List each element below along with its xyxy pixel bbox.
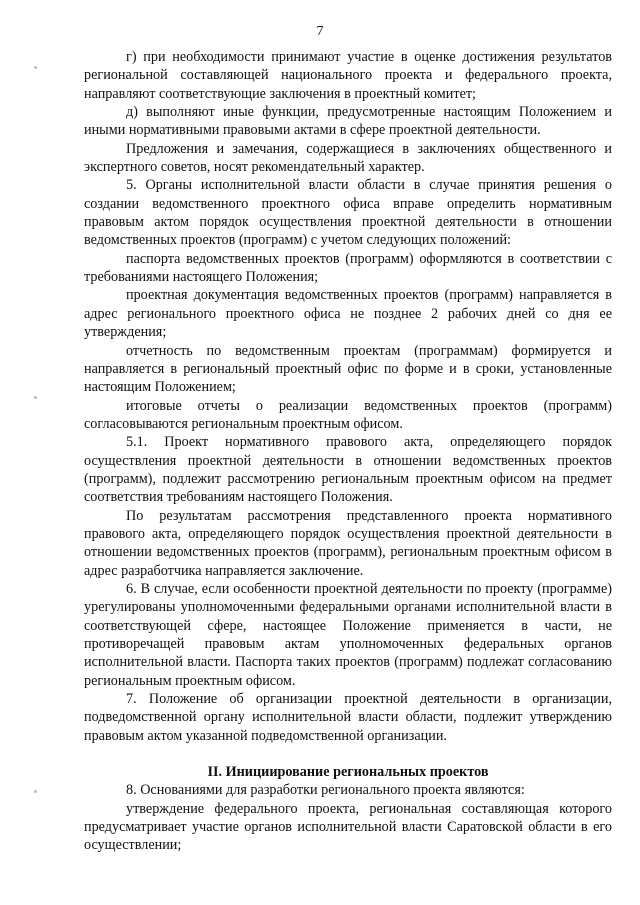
paragraph-final-reports: итоговые отчеты о реализации ведомственных проектов (программ) согласовываются региональным проектным офисом. bbox=[84, 397, 612, 432]
paragraph-clause-5-1: 5.1. Проект нормативного правового акта, определяющего порядок осуществления проектной деятельности в отношении ведомственных проектов (программ), подлежит рассмотрению региональным проектным офисом на предмет соответствия требованиям настоящего Положения. bbox=[84, 434, 612, 506]
margin-mark bbox=[34, 396, 37, 399]
paragraph-documentation: проектная документация ведомственных проектов (программ) направляется в адрес регионального проектного офиса не позднее 2 рабочих дней со дня ее утверждения; bbox=[84, 287, 612, 341]
section-heading: II. Инициирование региональных проектов bbox=[207, 764, 489, 781]
paragraph-federal-project: утверждение федерального проекта, региональная составляющая которого предусматривает участие органов исполнительной власти Саратовской области в его осуществлении; bbox=[84, 800, 612, 854]
page-number: 7 bbox=[316, 24, 324, 39]
margin-mark bbox=[34, 790, 37, 793]
paragraph-item-g: г) при необходимости принимают участие в оценке достижения результатов региональной составляющей национального проекта и федерального проекта, направляют соответствующие заключения в проектный комитет; bbox=[84, 49, 612, 102]
document-body bbox=[84, 48, 612, 855]
paragraph-reporting: отчетность по ведомственным проектам (программам) формируется и направляется в региональный проектный офис по форме и в сроки, установленные настоящим Положением; bbox=[84, 342, 612, 396]
paragraph-review-results: По результатам рассмотрения представленного проекта нормативного правового акта, определяющего порядок осуществления проектной деятельности в отношении ведомственных проектов (программ), региональным проектным офисом в адрес разработчика направляется заключение. bbox=[84, 507, 612, 579]
paragraph-clause-5: 5. Органы исполнительной власти области в случае принятия решения о создании ведомственного проектного офиса вправе определить нормативным правовым актом порядок осуществления проектной деятельности в отношении ведомственных проектов (программ) с учетом следующих положений: bbox=[84, 177, 612, 249]
paragraph-proposals: Предложения и замечания, содержащиеся в заключениях общественного и экспертного советов, носят рекомендательный характер. bbox=[84, 140, 612, 176]
paragraph-clause-6: 6. В случае, если особенности проектной деятельности по проекту (программе) урегулированы уполномоченными федеральными органами исполнительной власти в соответствующей сфере, настоящее Положение применяется в части, не противоречащей правовым актам уполномоченных федеральных органов исполнительной власти. Паспорта таких проектов (программ) подлежат согласованию региональным проектным офисом. bbox=[84, 580, 612, 689]
margin-mark bbox=[34, 66, 37, 69]
paragraph-clause-8: 8. Основаниями для разработки регионального проекта являются: bbox=[126, 782, 525, 799]
paragraph-passports: паспорта ведомственных проектов (программ) оформляются в соответствии с требованиями настоящего Положения; bbox=[84, 250, 612, 286]
paragraph-clause-7: 7. Положение об организации проектной деятельности в организации, подведомственной органу исполнительной власти области, подлежит утверждению правовым актом указанной подведомственной организации. bbox=[84, 691, 612, 744]
paragraph-item-d: д) выполняют иные функции, предусмотренные настоящим Положением и иными нормативными правовыми актами в сфере проектной деятельности. bbox=[84, 104, 612, 139]
